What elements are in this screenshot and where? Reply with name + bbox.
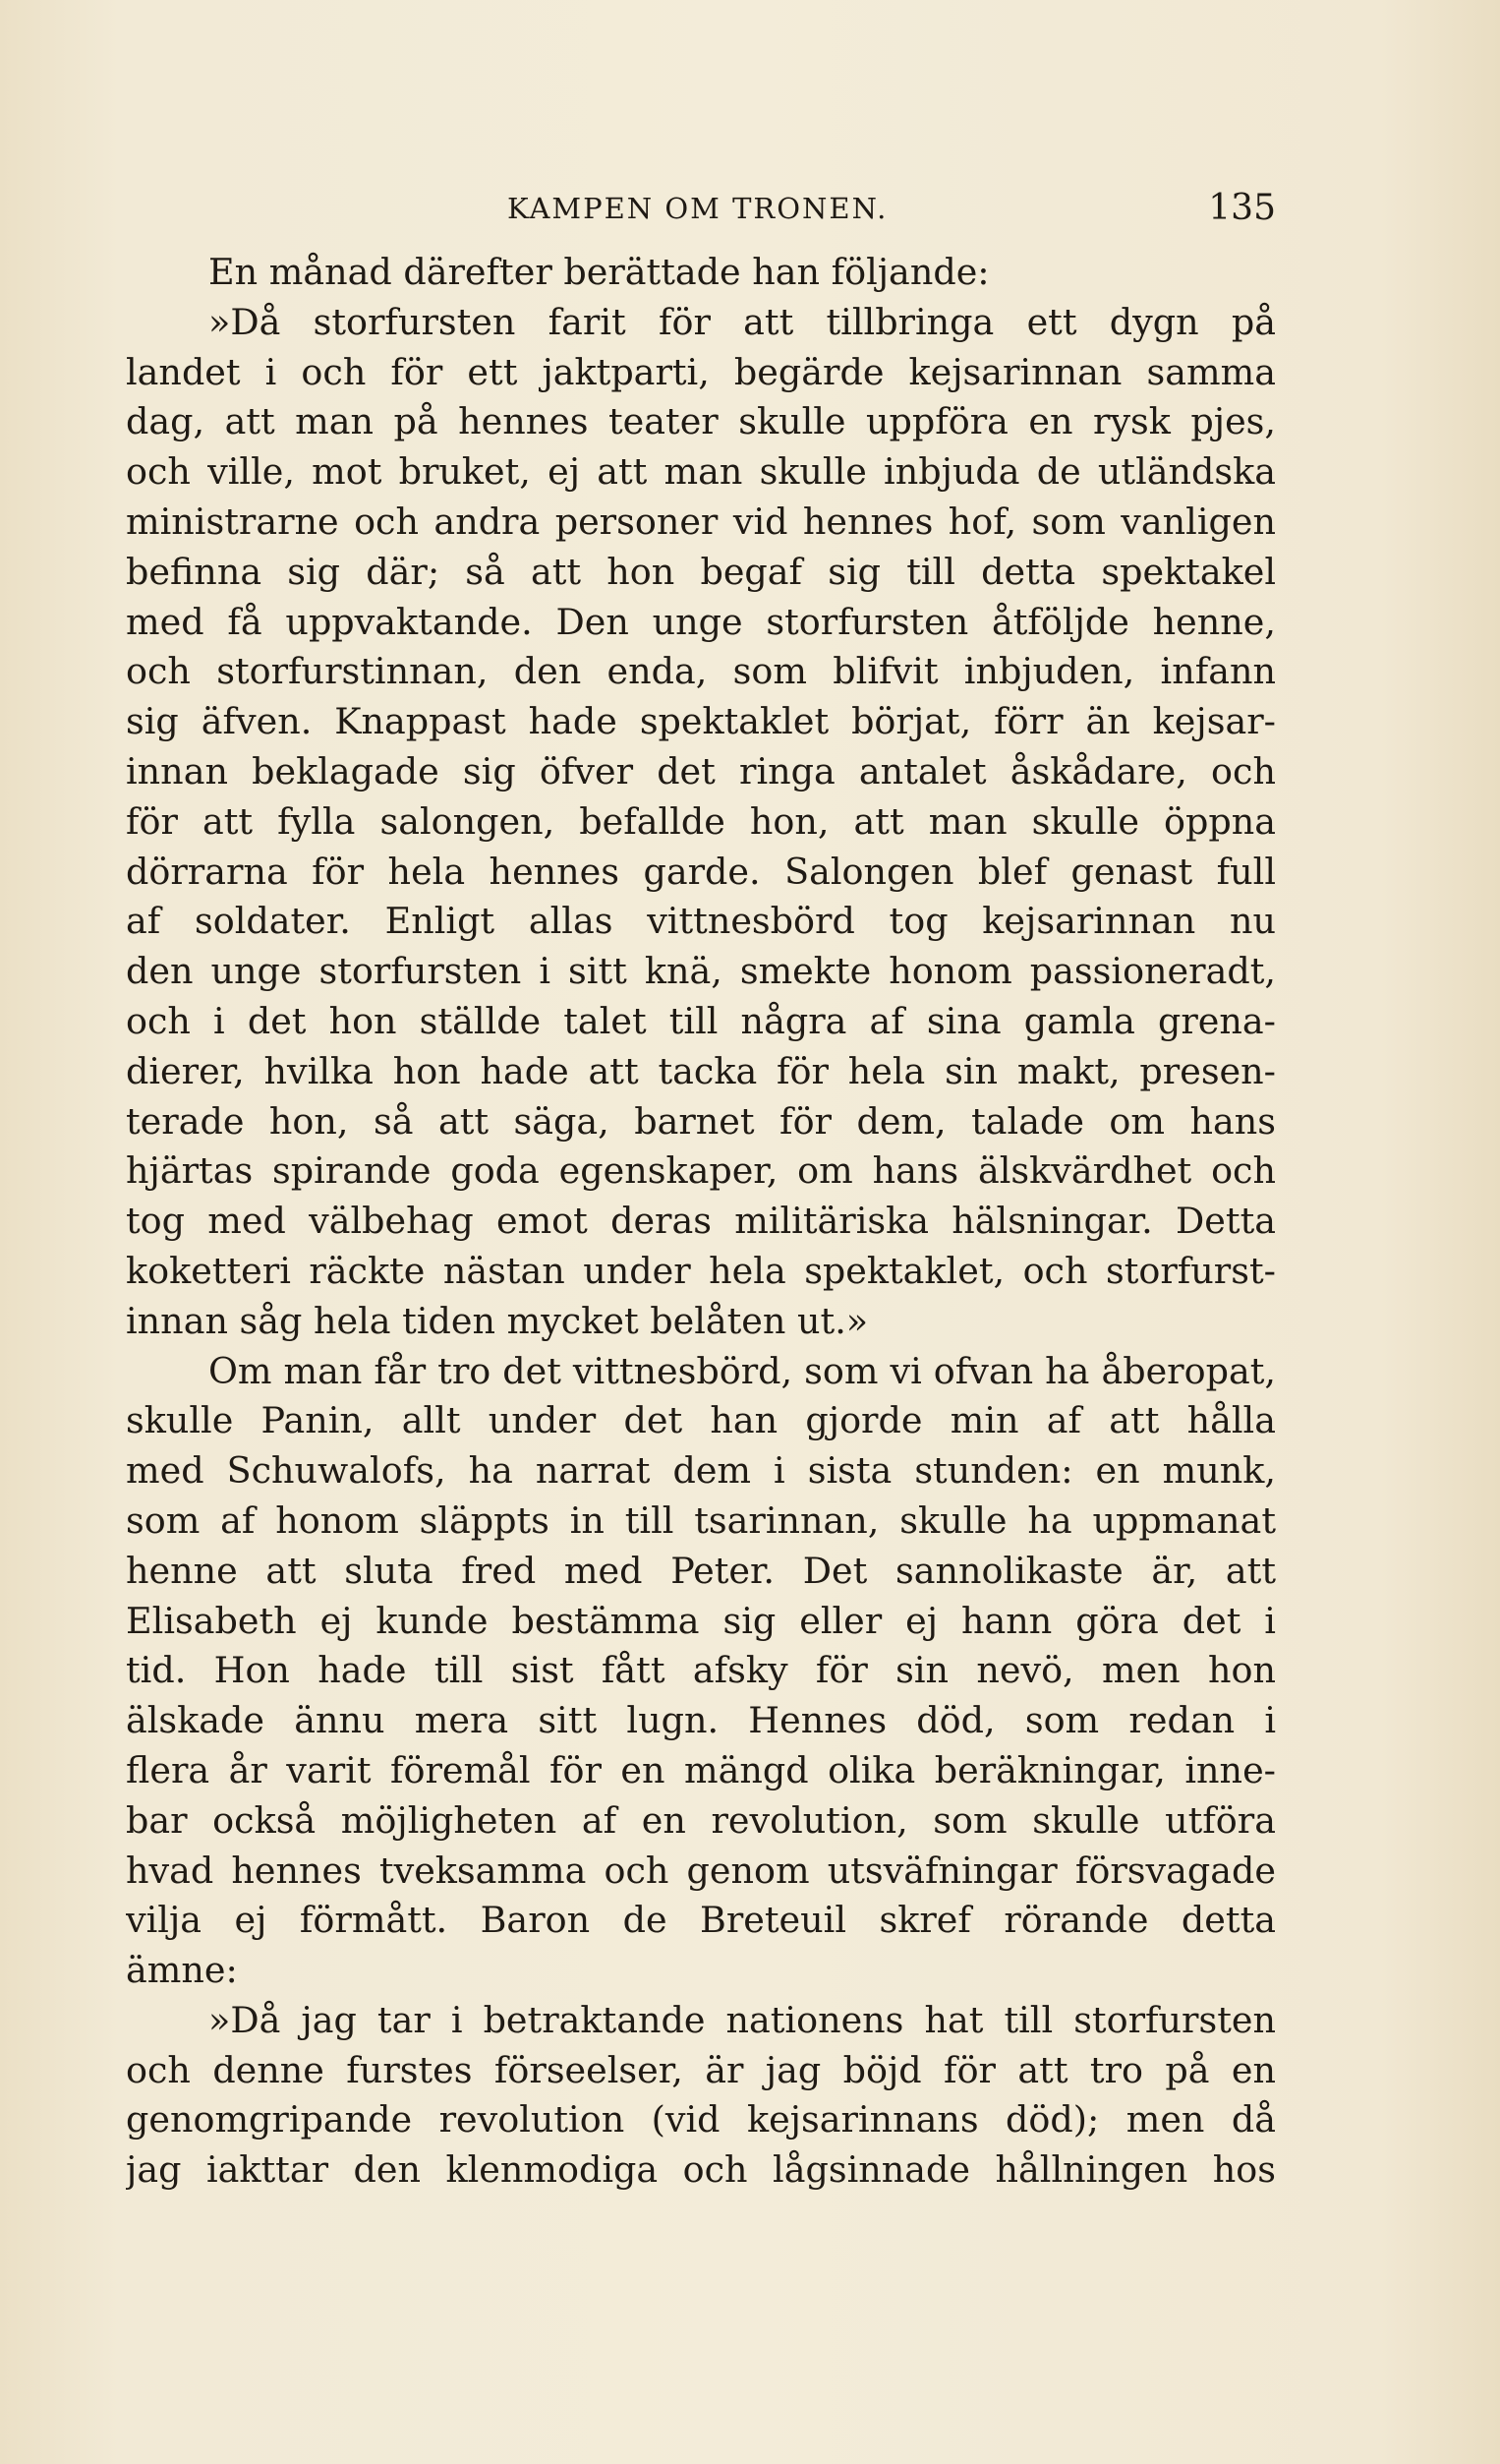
text-line: genomgripande revolution (vid kejsarinnans död); men då <box>126 2098 1276 2141</box>
text-line: älskade ännu mera sitt lugn. Hennes död, som redan i <box>126 1699 1276 1742</box>
text-line: ämne: <box>126 1949 238 1992</box>
text-line: dörrarna för hela hennes garde. Salongen blef genast full <box>126 850 1276 893</box>
text-line: och storfurstinnan, den enda, som blifvit inbjuden, infann <box>126 650 1276 693</box>
text-line: och ville, mot bruket, ej att man skulle inbjuda de utländska <box>126 450 1276 494</box>
text-line: för att fylla salongen, befallde hon, att man skulle öppna <box>126 799 1276 843</box>
text-line: sig äfven. Knappast hade spektaklet börjat, förr än kejsar- <box>126 700 1276 743</box>
page-number: 135 <box>1208 188 1276 228</box>
page-header <box>126 183 1276 234</box>
text-line: dierer, hvilka hon hade att tacka för hela sin makt, presen- <box>126 1049 1276 1092</box>
text-line: af soldater. Enligt allas vittnesbörd tog kejsarinnan nu <box>126 900 1276 943</box>
text-line: jag iakttar den klenmodiga och lågsinnade hållningen hos <box>126 2148 1276 2192</box>
text-line: vilja ej förmått. Baron de Breteuil skref rörande detta <box>126 1899 1276 1942</box>
text-line: befinna sig där; så att hon begaf sig till detta spektakel <box>126 550 1276 593</box>
text-line: dag, att man på hennes teater skulle uppföra en rysk pjes, <box>126 400 1276 443</box>
text-line: henne att sluta fred med Peter. Det sannolikaste är, att <box>126 1549 1276 1592</box>
text-line: landet i och för ett jaktparti, begärde kejsarinnan samma <box>126 350 1276 393</box>
text-line: hvad hennes tveksamma och genom utsväfningar försvagade <box>126 1848 1276 1892</box>
body-text <box>126 248 1276 2431</box>
text-line: tog med välbehag emot deras militäriska hälsningar. Detta <box>126 1200 1276 1243</box>
text-line: Elisabeth ej kunde bestämma sig eller ej hann göra det i <box>126 1599 1276 1642</box>
text-line: hjärtas spirande goda egenskaper, om hans älskvärdhet och <box>126 1149 1276 1193</box>
text-line: och i det hon ställde talet till några af sina gamla grena- <box>126 999 1276 1042</box>
text-line: innan såg hela tiden mycket belåten ut.» <box>126 1299 869 1342</box>
text-line: »Då storfursten farit för att tillbringa ett dygn på <box>208 300 1276 343</box>
text-line: den unge storfursten i sitt knä, smekte honom passioneradt, <box>126 950 1276 993</box>
running-title: KAMPEN OM TRONEN. <box>507 192 889 225</box>
text-line: skulle Panin, allt under det han gjorde min af att hålla <box>126 1399 1276 1442</box>
text-line: bar också möjligheten af en revolution, som skulle utföra <box>126 1798 1276 1842</box>
text-line: tid. Hon hade till sist fått afsky för sin nevö, men hon <box>126 1649 1276 1692</box>
text-line: med få uppvaktande. Den unge storfursten åtföljde henne, <box>126 600 1276 643</box>
text-line: flera år varit föremål för en mängd olika beräkningar, inne- <box>126 1748 1276 1791</box>
text-line: som af honom släppts in till tsarinnan, skulle ha uppmanat <box>126 1498 1276 1542</box>
text-line: med Schuwalofs, ha narrat dem i sista stunden: en munk, <box>126 1449 1276 1493</box>
text-line: »Då jag tar i betraktande nationens hat till storfursten <box>208 1998 1276 2041</box>
text-line: koketteri räckte nästan under hela spektaklet, och storfurst- <box>126 1249 1276 1292</box>
text-line: och denne furstes förseelser, är jag böjd för att tro på en <box>126 2048 1276 2091</box>
text-line: innan beklagade sig öfver det ringa antalet åskådare, och <box>126 749 1276 792</box>
text-line: terade hon, så att säga, barnet för dem, talade om hans <box>126 1099 1276 1143</box>
text-line: En månad därefter berättade han följande: <box>208 251 990 293</box>
text-line: Om man får tro det vittnesbörd, som vi ofvan ha åberopat, <box>208 1349 1276 1392</box>
text-line: ministrarne och andra personer vid hennes hof, som vanligen <box>126 499 1276 543</box>
